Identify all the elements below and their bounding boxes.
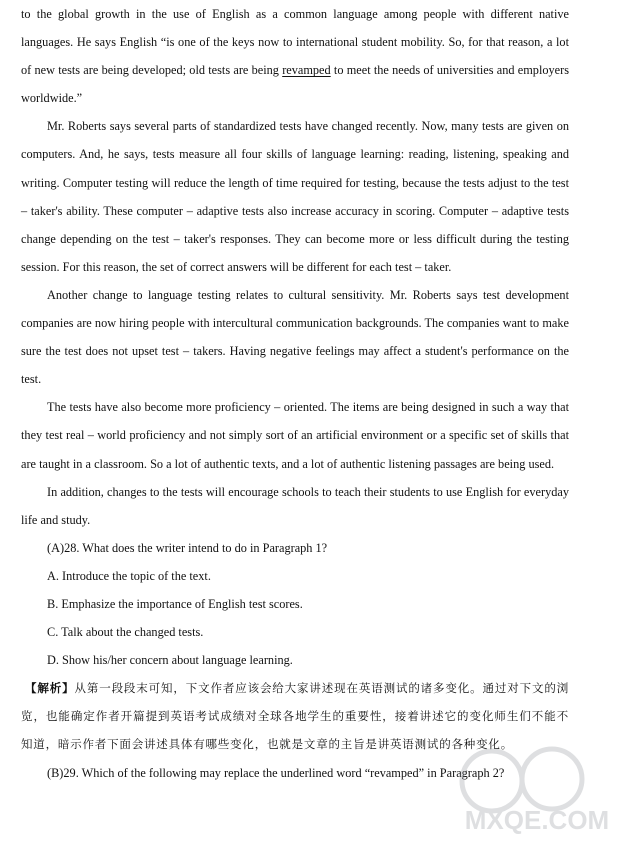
- question-28-option-b: B. Emphasize the importance of English test scores.: [47, 596, 303, 611]
- document-page: [21, 0, 569, 787]
- question-29-stem: (B)29. Which of the following may replace the underlined word “revamped” in Paragraph 2?: [47, 765, 505, 780]
- paragraph-2: Mr. Roberts says several parts of standardized tests have changed recently. Now, many tests are given on computers. And, he says, tests measure all four skills of language learning: reading, listening, speaking and writing. Computer testing will reduce the length of time required for testing, because the tests adjust to the test – taker's ability. These computer – adaptive tests also increase accuracy in scoring. Computer – adaptive tests change depending on the test – taker's responses. They can become more or less difficult during the testing session. For this reason, the set of correct answers will be different for each test – taker.: [21, 119, 569, 274]
- paragraph-5: In addition, changes to the tests will encourage schools to teach their students to use English for everyday life and study.: [21, 484, 569, 527]
- paragraph-1-text-before: to the global growth in the use of English as a common language among people with different native languages. He says English “is one of the keys now to international student mobility. So, for that reason, a lot of new tests are being developed; old tests are being: [21, 7, 569, 78]
- question-28-option-d: D. Show his/her concern about language learning.: [47, 653, 293, 668]
- underlined-word-revamped: revamped: [282, 63, 331, 78]
- question-28-option-a: A. Introduce the topic of the text.: [47, 568, 211, 583]
- watermark-text: MXQE.COM: [464, 805, 610, 835]
- question-28-stem: (A)28. What does the writer intend to do in Paragraph 1?: [47, 540, 328, 555]
- question-28-option-c: C. Talk about the changed tests.: [47, 625, 204, 640]
- paragraph-1-text-after: to meet the needs of universities and employers worldwide.”: [21, 63, 569, 106]
- paragraph-3: Another change to language testing relates to cultural sensitivity. Mr. Roberts says test development companies are now hiring people with intercultural communication backgrounds. The companies want to make sure the test does not upset test – takers. Having negative feelings may affect a student's performance on the test.: [21, 287, 569, 387]
- analysis-text: 从第一段段末可知，下文作者应该会给大家讲述现在英语测试的诸多变化。通过对下文的浏览，也能确定作者开篇提到英语考试成绩对全球各地学生的重要性，接着讲述它的变化师生们不能不知道，暗示作者下面会讲述具体有哪些变化，也就是文章的主旨是讲英语测试的各种变化。: [21, 681, 570, 752]
- answer-analysis: [21, 674, 569, 758]
- paragraph-1: [21, 0, 569, 112]
- paragraph-4: The tests have also become more proficiency – oriented. The items are being designed in such a way that they test real – world proficiency and not simply sort of an artificial environment or a specific set of skills that are taught in a classroom. So a lot of authentic texts, and a lot of authentic listening passages are being used.: [21, 400, 569, 471]
- analysis-tag: 【解析】: [25, 681, 75, 696]
